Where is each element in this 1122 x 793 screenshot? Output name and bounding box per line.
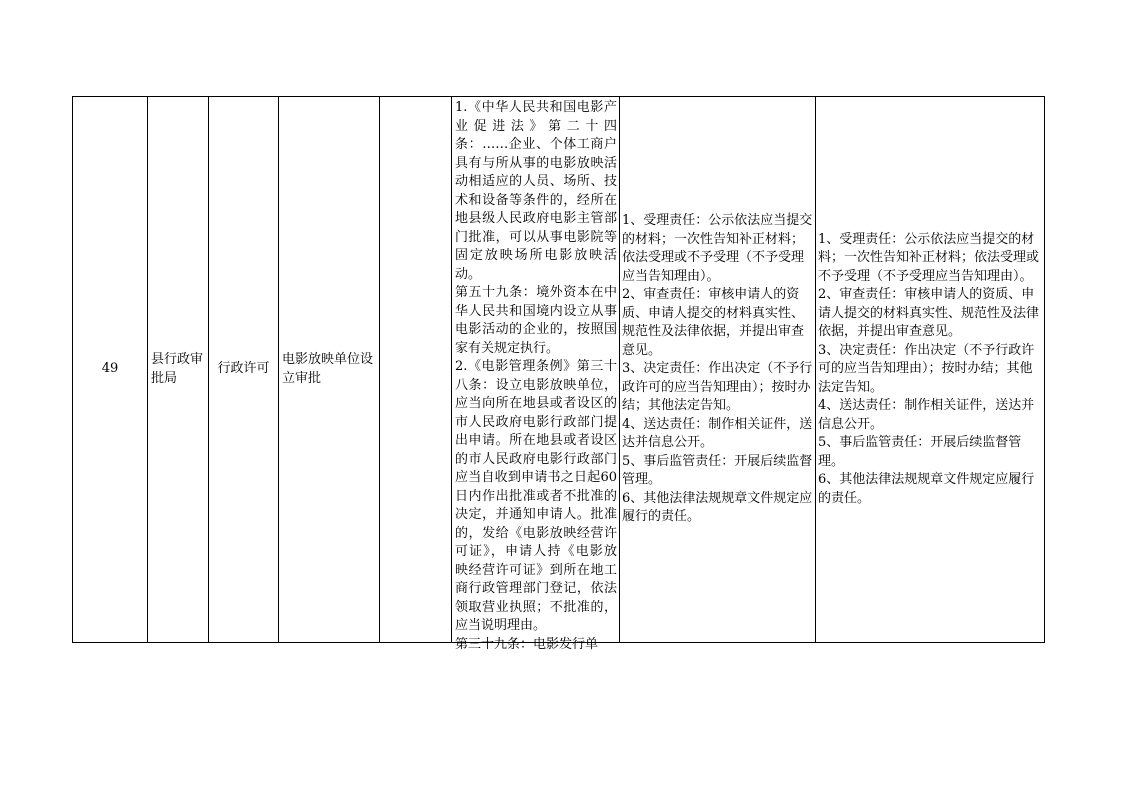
responsibility-item: 4、送达责任：制作相关证件，送达并信息公开。	[818, 398, 1035, 432]
sub-item-cell	[380, 97, 452, 642]
responsibility-item: 1、受理责任：公示依法应当提交的材料；一次性告知补正材料；依法受理或不予受理（不予受理应当告知理由）。	[622, 213, 813, 284]
responsibility-item: 3、决定责任：作出决定（不予行政许可的应当告知理由）；按时办结；其他法定告知。	[622, 361, 813, 414]
item-name-cell	[279, 97, 380, 642]
power-list-table	[72, 96, 1045, 652]
power-item-name: 电影放映单位设立审批	[282, 352, 374, 386]
row-number: 49	[101, 361, 119, 377]
legal-basis-paragraph: 第三十九条：电影发行单	[455, 636, 599, 652]
responsibility-cell-2	[816, 97, 1046, 642]
responsibility-text-2	[816, 231, 1046, 509]
responsibility-item: 5、事后监管责任：开展后续监督管理。	[818, 435, 1022, 469]
responsibility-text	[620, 212, 815, 527]
legal-basis-paragraph: 第五十九条：境外资本在中华人民共和国境内设立从事电影活动的企业的，按照国家有关规定执行。	[455, 285, 617, 356]
legal-basis-cell	[452, 97, 620, 652]
responsibility-item: 2、审查责任：审核申请人的资质、申请人提交的材料真实性、规范性及法律依据，并提出审查意见。	[818, 287, 1040, 340]
legal-basis-text	[452, 97, 619, 654]
responsibility-item: 6、其他法律法规规章文件规定应履行的责任。	[622, 490, 813, 525]
responsibility-cell	[620, 97, 816, 642]
department-cell	[148, 97, 209, 642]
power-category: 行政许可	[217, 361, 270, 377]
row-number-cell	[73, 97, 148, 642]
responsibility-item: 5、事后监管责任：开展后续监督管理。	[622, 453, 813, 488]
responsibility-item: 2、审查责任：审核申请人的资质、申请人提交的材料真实性、规范性及法律依据，并提出审查意见。	[622, 287, 805, 358]
responsibility-item: 6、其他法律法规规章文件规定应履行的责任。	[818, 472, 1035, 506]
category-cell	[209, 97, 279, 642]
legal-basis-paragraph: 1.《中华人民共和国电影产业促进法》第二十四条：……企业、个体工商户具有与所从事的电影放映活动相适应的人员、场所、技术和设备等条件的，经所在地县级人民政府电影主管部门批准，可以从事电影院等固定放映场所电影放映活动。	[455, 100, 617, 282]
department-name: 县行政审批局	[151, 352, 204, 386]
responsibility-item: 4、送达责任：制作相关证件，送达并信息公开。	[622, 416, 813, 451]
responsibility-item: 3、决定责任：作出决定（不予行政许可的应当告知理由）；按时办结；其他法定告知。	[818, 342, 1035, 395]
responsibility-item: 1、受理责任：公示依法应当提交的材料；一次性告知补正材料；依法受理或不予受理（不予受理应当告知理由）。	[818, 231, 1040, 284]
legal-basis-paragraph: 2.《电影管理条例》第三十八条：设立电影放映单位，应当向所在地县或者设区的市人民政府电影行政部门提出申请。所在地县或者设区的市人民政府电影行政部门应当自收到申请书之日起60日内作出批准或者不批准的决定，并通知申请人。批准的，发给《电影放映经营许可证》，申请人持《电影放映经营许可证》到所在地工商行政管理部门登记，依法领取营业执照；不批准的，应当说明理由。	[455, 359, 617, 633]
